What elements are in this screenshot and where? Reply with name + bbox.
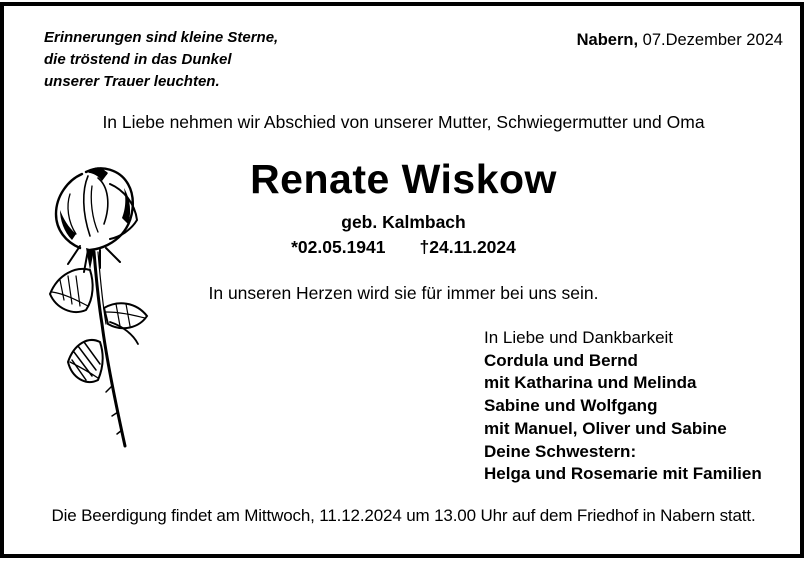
deceased-birth-name: geb. Kalmbach — [341, 212, 466, 232]
mourners-intro: In Liebe und Dankbarkeit — [484, 328, 674, 347]
mourner-line: Deine Schwestern: — [484, 441, 637, 461]
memorial-line: In unseren Herzen wird sie für immer bei uns sein. — [208, 283, 599, 303]
memorial-verse-line: unserer Trauer leuchten. — [44, 73, 220, 90]
death-date: †24.11.2024 — [419, 237, 516, 257]
mourner-line: Cordula und Bernd — [484, 350, 638, 370]
mourner-line: mit Manuel, Oliver und Sabine — [484, 418, 727, 438]
mourner-line: Helga und Rosemarie mit Familien — [484, 464, 762, 484]
rose-illustration — [40, 163, 175, 460]
rose-icon — [40, 447, 175, 464]
deceased-name: Renate Wiskow — [250, 156, 557, 202]
dateline — [577, 31, 783, 50]
memorial-verse-line: die tröstend in das Dunkel — [44, 51, 232, 68]
dateline-date: 07.Dezember 2024 — [638, 31, 783, 49]
memorial-verse — [44, 27, 278, 93]
mourner-line: mit Katharina und Melinda — [484, 373, 697, 393]
birth-date: *02.05.1941 — [291, 237, 386, 257]
intro-line: In Liebe nehmen wir Abschied von unserer Mutter, Schwiegermutter und Oma — [102, 112, 705, 132]
mourners-block — [484, 327, 762, 486]
funeral-info: Die Beerdigung findet am Mittwoch, 11.12.2024 um 13.00 Uhr auf dem Friedhof in Nabern statt. — [51, 506, 756, 525]
mourner-line: Sabine und Wolfgang — [484, 396, 658, 416]
memorial-verse-line: Erinnerungen sind kleine Sterne, — [44, 29, 279, 46]
dateline-place: Nabern, — [576, 31, 639, 49]
